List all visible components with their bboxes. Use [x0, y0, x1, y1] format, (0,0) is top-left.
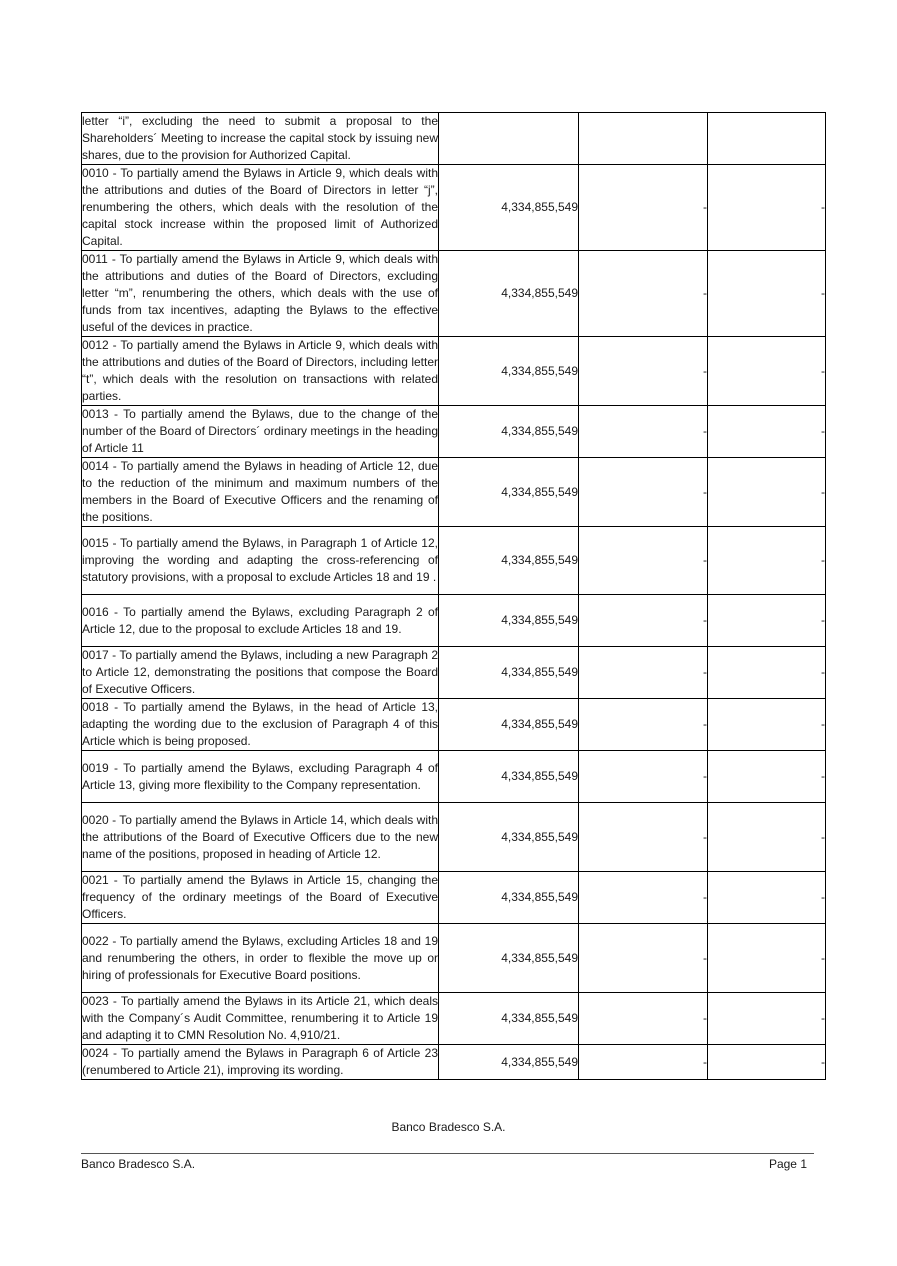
votes-for: 4,334,855,549 [439, 872, 579, 924]
votes-abstain: - [708, 527, 826, 595]
votes-against: - [579, 337, 708, 406]
votes-abstain: - [708, 165, 826, 251]
table-row [82, 406, 826, 458]
resolution-text: 0021 - To partially amend the Bylaws in Article 15, changing the frequency of the ordinary meetings of the Board of Executive Officers. [82, 872, 439, 924]
votes-abstain: - [708, 406, 826, 458]
table-row [82, 527, 826, 595]
table-row [82, 1045, 826, 1080]
votes-against: - [579, 803, 708, 872]
votes-for: 4,334,855,549 [439, 251, 579, 337]
resolution-text: letter “i”, excluding the need to submit a proposal to the Shareholders´ Meeting to increase the capital stock by issuing new shares, due to the provision for Authorized Capital. [82, 113, 439, 165]
table-row [82, 647, 826, 699]
votes-against: - [579, 647, 708, 699]
resolution-text: 0018 - To partially amend the Bylaws, in the head of Article 13, adapting the wording due to the exclusion of Paragraph 4 of this Article which is being proposed. [82, 699, 439, 751]
votes-against: - [579, 458, 708, 527]
votes-for: 4,334,855,549 [439, 595, 579, 647]
table-row [82, 924, 826, 993]
votes-for: 4,334,855,549 [439, 751, 579, 803]
votes-abstain: - [708, 924, 826, 993]
footer-divider [81, 1153, 814, 1154]
resolution-text: 0015 - To partially amend the Bylaws, in Paragraph 1 of Article 12, improving the wording and adapting the cross-referencing of statutory provisions, with a proposal to exclude Articles 18 and 19 . [82, 527, 439, 595]
votes-against: - [579, 1045, 708, 1080]
votes-abstain: - [708, 647, 826, 699]
votes-abstain: - [708, 803, 826, 872]
resolution-text: 0010 - To partially amend the Bylaws in Article 9, which deals with the attributions and duties of the Board of Directors in letter “j”, renumbering the others, which deals with the resolution of the capital stock increase within the proposed limit of Authorized Capital. [82, 165, 439, 251]
votes-for: 4,334,855,549 [439, 337, 579, 406]
votes-for: 4,334,855,549 [439, 647, 579, 699]
resolution-text: 0016 - To partially amend the Bylaws, excluding Paragraph 2 of Article 12, due to the proposal to exclude Articles 18 and 19. [82, 595, 439, 647]
votes-for: 4,334,855,549 [439, 406, 579, 458]
votes-abstain: - [708, 458, 826, 527]
resolution-text: 0014 - To partially amend the Bylaws in heading of Article 12, due to the reduction of the minimum and maximum numbers of the members in the Board of Executive Officers and the renaming of the positions. [82, 458, 439, 527]
table-row [82, 751, 826, 803]
votes-against: - [579, 165, 708, 251]
votes-against: - [579, 993, 708, 1045]
table-row [82, 458, 826, 527]
company-name-footer: Banco Bradesco S.A. [391, 1120, 506, 1134]
footer-company: Banco Bradesco S.A. [81, 1157, 196, 1171]
votes-against: - [579, 924, 708, 993]
votes-for: 4,334,855,549 [439, 165, 579, 251]
votes-against: - [579, 251, 708, 337]
resolution-text: 0024 - To partially amend the Bylaws in Paragraph 6 of Article 23 (renumbered to Article 21), improving its wording. [82, 1045, 439, 1080]
votes-abstain: - [708, 699, 826, 751]
resolution-text: 0020 - To partially amend the Bylaws in Article 14, which deals with the attributions of the Board of Executive Officers due to the new name of the positions, proposed in heading of Article 12. [82, 803, 439, 872]
resolution-text: 0011 - To partially amend the Bylaws in Article 9, which deals with the attributions and duties of the Board of Directors, excluding letter “m”, renumbering the others, which deals with the use of funds from tax incentives, adapting the Bylaws to the effective useful of the devices in practice. [82, 251, 439, 337]
table-row [82, 337, 826, 406]
votes-for: 4,334,855,549 [439, 527, 579, 595]
votes-abstain [708, 113, 826, 165]
table-row [82, 872, 826, 924]
table-row [82, 165, 826, 251]
votes-abstain: - [708, 751, 826, 803]
votes-against: - [579, 527, 708, 595]
resolution-text: 0023 - To partially amend the Bylaws in its Article 21, which deals with the Company´s Audit Committee, renumbering it to Article 19 and adapting it to CMN Resolution No. 4,910/21. [82, 993, 439, 1045]
votes-against: - [579, 406, 708, 458]
votes-against: - [579, 595, 708, 647]
votes-against [579, 113, 708, 165]
resolution-text: 0022 - To partially amend the Bylaws, excluding Articles 18 and 19 and renumbering the others, in order to flexible the move up or hiring of professionals for Executive Board positions. [82, 924, 439, 993]
votes-abstain: - [708, 251, 826, 337]
table-row [82, 113, 826, 165]
votes-for: 4,334,855,549 [439, 458, 579, 527]
votes-for: 4,334,855,549 [439, 803, 579, 872]
votes-abstain: - [708, 595, 826, 647]
table-row [82, 803, 826, 872]
votes-for [439, 113, 579, 165]
votes-for: 4,334,855,549 [439, 993, 579, 1045]
resolution-text: 0017 - To partially amend the Bylaws, including a new Paragraph 2 to Article 12, demonstrating the positions that compose the Board of Executive Officers. [82, 647, 439, 699]
table-row [82, 251, 826, 337]
table-row [82, 993, 826, 1045]
table-row [82, 595, 826, 647]
page-number: Page 1 [768, 1157, 807, 1171]
votes-abstain: - [708, 993, 826, 1045]
votes-for: 4,334,855,549 [439, 924, 579, 993]
resolution-text: 0019 - To partially amend the Bylaws, excluding Paragraph 4 of Article 13, giving more flexibility to the Company representation. [82, 751, 439, 803]
votes-abstain: - [708, 337, 826, 406]
resolution-text: 0013 - To partially amend the Bylaws, due to the change of the number of the Board of Directors´ ordinary meetings in the heading of Article 11 [82, 406, 439, 458]
voting-table [81, 112, 826, 1080]
votes-against: - [579, 872, 708, 924]
votes-abstain: - [708, 1045, 826, 1080]
votes-against: - [579, 699, 708, 751]
votes-abstain: - [708, 872, 826, 924]
votes-for: 4,334,855,549 [439, 699, 579, 751]
votes-for: 4,334,855,549 [439, 1045, 579, 1080]
table-row [82, 699, 826, 751]
resolution-text: 0012 - To partially amend the Bylaws in Article 9, which deals with the attributions and duties of the Board of Directors, including letter “t”, which deals with the resolution on transactions with related parties. [82, 337, 439, 406]
votes-against: - [579, 751, 708, 803]
